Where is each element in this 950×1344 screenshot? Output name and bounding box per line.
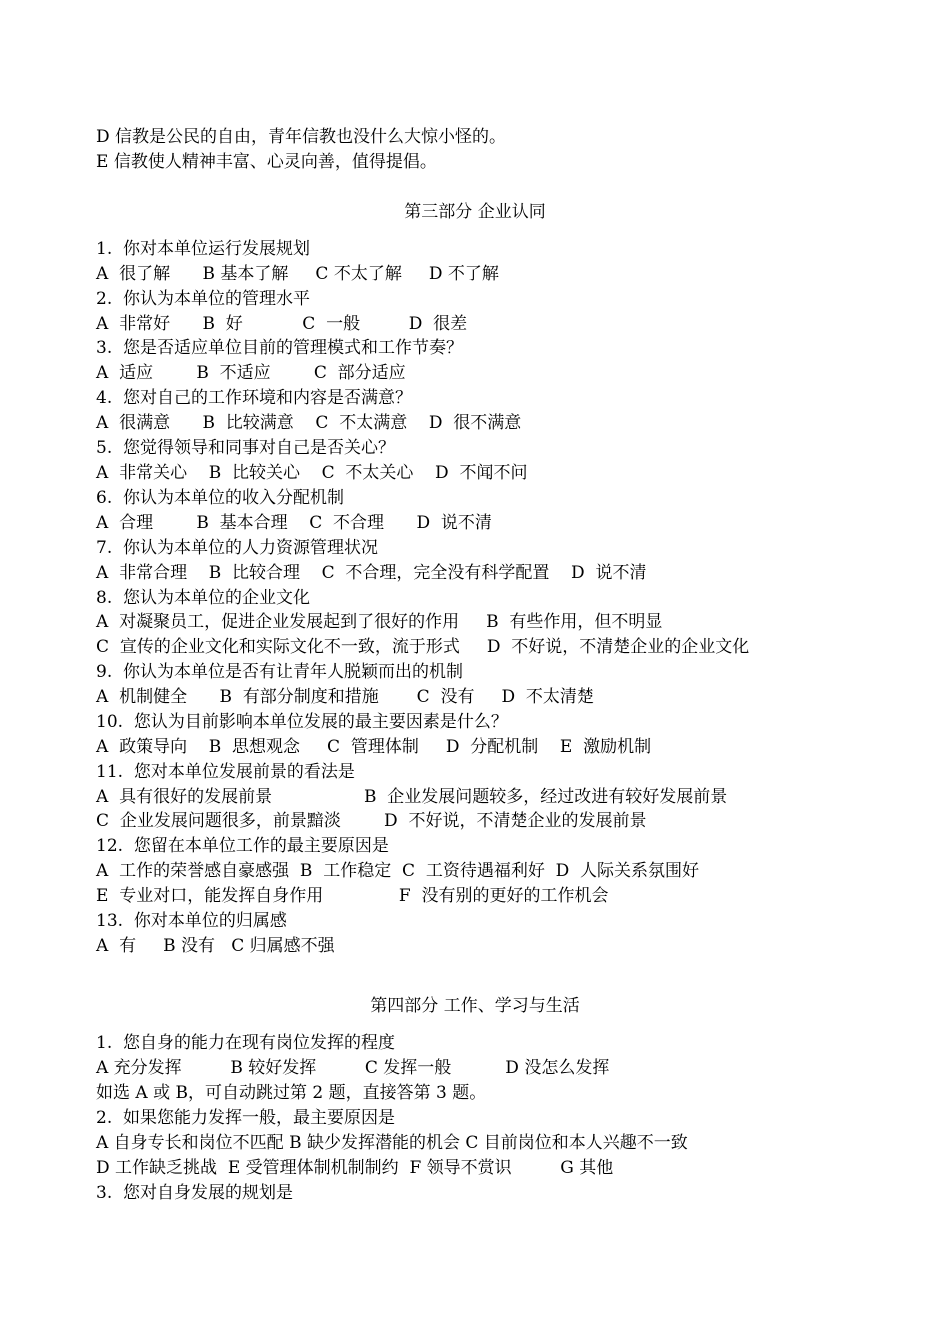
option-line: A 很满意 B 比较满意 C 不太满意 D 很不满意 bbox=[96, 413, 522, 433]
question-line: 9. 你认为本单位是否有让青年人脱颖而出的机制 bbox=[96, 662, 464, 682]
instruction-line: 如选 A 或 B，可自动跳过第 2 题，直接答第 3 题。 bbox=[96, 1083, 487, 1103]
option-line: A 自身专长和岗位不匹配 B 缺少发挥潜能的机会 C 目前岗位和本人兴趣不一致 bbox=[96, 1133, 688, 1153]
question-line: 6. 你认为本单位的收入分配机制 bbox=[96, 488, 345, 508]
option-line: D 工作缺乏挑战 E 受管理体制机制制约 F 领导不赏识 G 其他 bbox=[96, 1158, 614, 1178]
option-line: E 信教使人精神丰富、心灵向善，值得提倡。 bbox=[96, 152, 437, 172]
option-line: A 具有很好的发展前景 B 企业发展问题较多，经过改进有较好发展前景 bbox=[96, 787, 728, 807]
question-line: 11. 您对本单位发展前景的看法是 bbox=[96, 762, 355, 782]
question-line: 10. 您认为目前影响本单位发展的最主要因素是什么？ bbox=[96, 712, 508, 732]
option-line: A 适应 B 不适应 C 部分适应 bbox=[96, 363, 406, 383]
option-line: A 非常好 B 好 C 一般 D 很差 bbox=[96, 314, 468, 334]
question-line: 1. 你对本单位运行发展规划 bbox=[96, 239, 311, 259]
question-line: 13. 你对本单位的归属感 bbox=[96, 911, 287, 931]
question-line: 3. 您对自身发展的规划是 bbox=[96, 1183, 294, 1203]
option-line: A 非常合理 B 比较合理 C 不合理，完全没有科学配置 D 说不清 bbox=[96, 563, 647, 583]
section-heading-3: 第三部分 企业认同 bbox=[404, 202, 546, 222]
question-line: 1. 您自身的能力在现有岗位发挥的程度 bbox=[96, 1033, 396, 1053]
option-line: C 宣传的企业文化和实际文化不一致，流于形式 D 不好说，不清楚企业的企业文化 bbox=[96, 637, 750, 657]
question-line: 8. 您认为本单位的企业文化 bbox=[96, 588, 311, 608]
option-line: A 机制健全 B 有部分制度和措施 C 没有 D 不太清楚 bbox=[96, 687, 594, 707]
option-line: A 非常关心 B 比较关心 C 不太关心 D 不闻不问 bbox=[96, 463, 528, 483]
question-line: 7. 你认为本单位的人力资源管理状况 bbox=[96, 538, 379, 558]
question-line: 4. 您对自己的工作环境和内容是否满意？ bbox=[96, 388, 413, 408]
section-heading-4: 第四部分 工作、学习与生活 bbox=[370, 996, 580, 1016]
option-line: A 很了解 B 基本了解 C 不太了解 D 不了解 bbox=[96, 264, 499, 284]
option-line: E 专业对口，能发挥自身作用 F 没有别的更好的工作机会 bbox=[96, 886, 609, 906]
option-line: D 信教是公民的自由，青年信教也没什么大惊小怪的。 bbox=[96, 127, 507, 147]
option-line: A 合理 B 基本合理 C 不合理 D 说不清 bbox=[96, 513, 492, 533]
option-line: C 企业发展问题很多，前景黯淡 D 不好说，不清楚企业的发展前景 bbox=[96, 811, 647, 831]
question-line: 2. 你认为本单位的管理水平 bbox=[96, 289, 311, 309]
option-line: A 充分发挥 B 较好发挥 C 发挥一般 D 没怎么发挥 bbox=[96, 1058, 610, 1078]
option-line: A 对凝聚员工，促进企业发展起到了很好的作用 B 有些作用，但不明显 bbox=[96, 612, 663, 632]
option-line: A 有 B 没有 C 归属感不强 bbox=[96, 936, 335, 956]
question-line: 2. 如果您能力发挥一般，最主要原因是 bbox=[96, 1108, 396, 1128]
option-line: A 工作的荣誉感自豪感强 B 工作稳定 C 工资待遇福利好 D 人际关系氛围好 bbox=[96, 861, 700, 881]
question-line: 3. 您是否适应单位目前的管理模式和工作节奏？ bbox=[96, 338, 464, 358]
option-line: A 政策导向 B 思想观念 C 管理体制 D 分配机制 E 激励机制 bbox=[96, 737, 652, 757]
question-line: 12. 您留在本单位工作的最主要原因是 bbox=[96, 836, 389, 856]
question-line: 5. 您觉得领导和同事对自己是否关心？ bbox=[96, 438, 396, 458]
